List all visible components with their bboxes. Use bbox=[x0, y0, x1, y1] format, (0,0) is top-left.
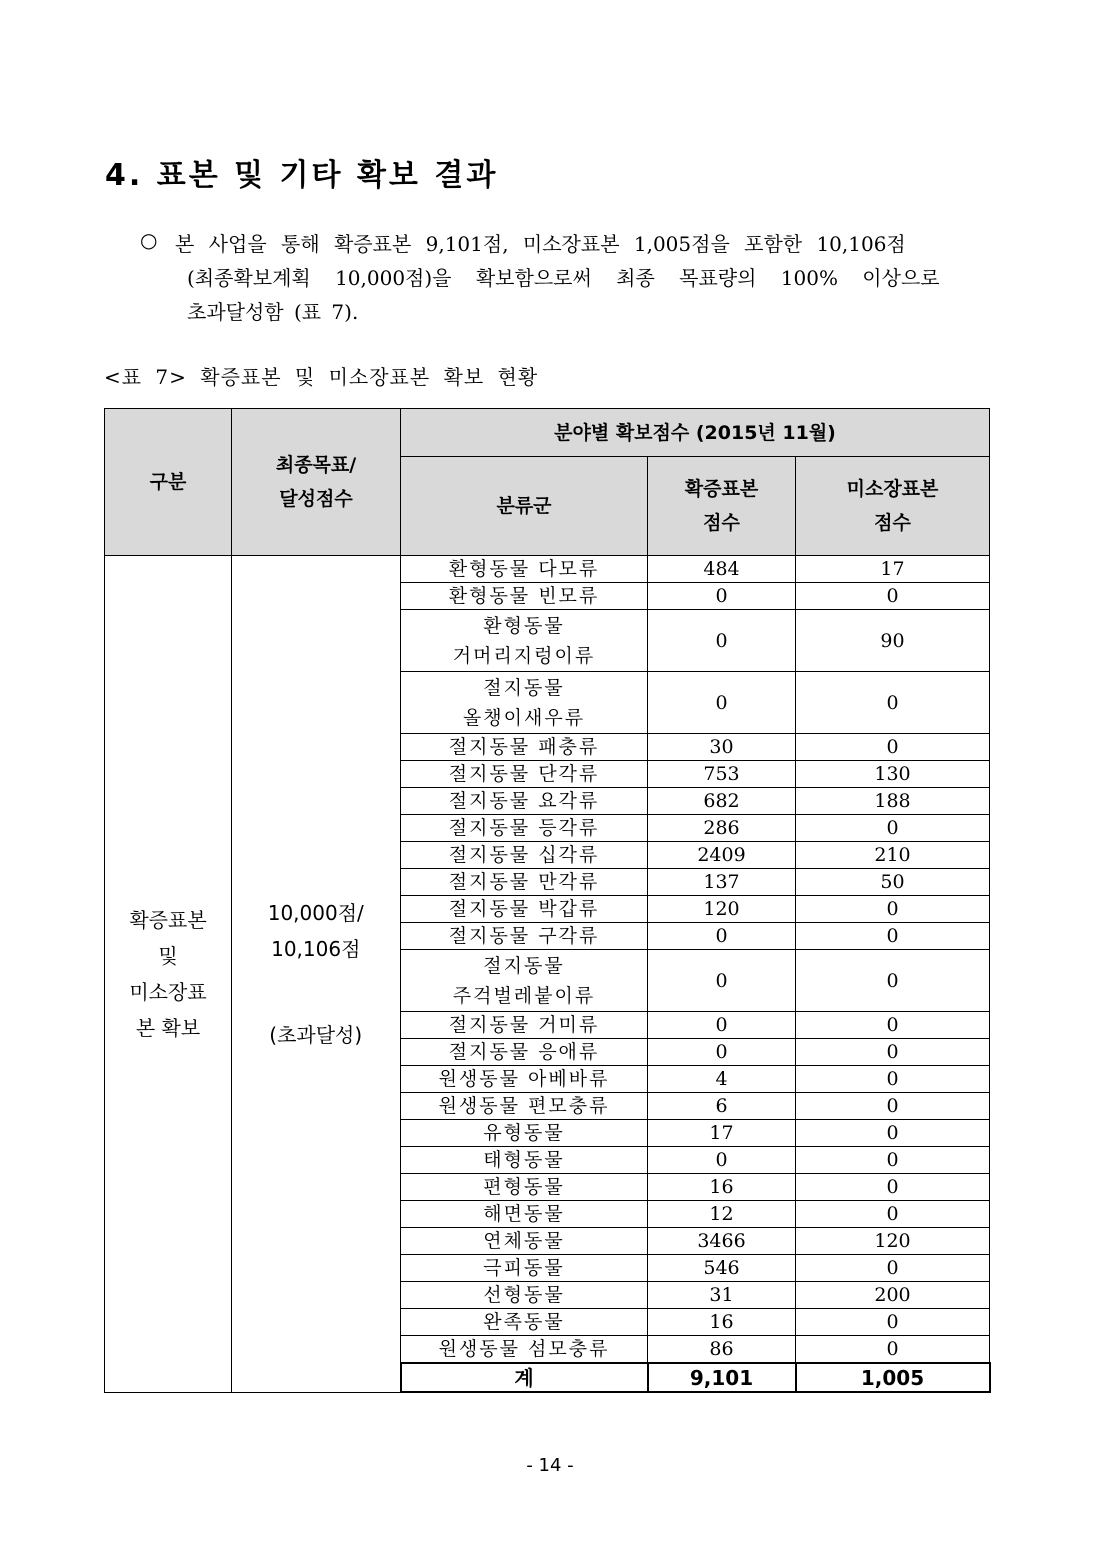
voucher-count-cell: 120 bbox=[648, 896, 796, 923]
unowned-count-cell: 210 bbox=[796, 842, 990, 869]
voucher-count-cell: 286 bbox=[648, 815, 796, 842]
unowned-count-cell: 188 bbox=[796, 788, 990, 815]
category-cell: 해면동물 bbox=[401, 1201, 648, 1228]
category-cell: 절지동물 단각류 bbox=[401, 761, 648, 788]
voucher-count-cell: 31 bbox=[648, 1282, 796, 1309]
category-cell: 연체동물 bbox=[401, 1228, 648, 1255]
total-label-cell: 계 bbox=[401, 1363, 648, 1392]
category-cell: 절지동물 올챙이새우류 bbox=[401, 672, 648, 734]
voucher-count-cell: 2409 bbox=[648, 842, 796, 869]
header-target: 최종목표/ 달성점수 bbox=[232, 409, 401, 556]
category-cell: 완족동물 bbox=[401, 1309, 648, 1336]
voucher-count-cell: 6 bbox=[648, 1093, 796, 1120]
category-cell: 태형동물 bbox=[401, 1147, 648, 1174]
group-label-cell: 확증표본 및 미소장표 본 확보 bbox=[105, 556, 232, 1393]
total-voucher-cell: 9,101 bbox=[648, 1363, 796, 1392]
unowned-count-cell: 120 bbox=[796, 1228, 990, 1255]
voucher-count-cell: 16 bbox=[648, 1174, 796, 1201]
category-cell: 환형동물 빈모류 bbox=[401, 583, 648, 610]
voucher-count-cell: 16 bbox=[648, 1309, 796, 1336]
voucher-count-cell: 12 bbox=[648, 1201, 796, 1228]
category-cell: 환형동물 다모류 bbox=[401, 556, 648, 583]
unowned-count-cell: 17 bbox=[796, 556, 990, 583]
voucher-count-cell: 0 bbox=[648, 583, 796, 610]
target-cell: 10,000점/ 10,106점 (초과달성) bbox=[232, 556, 401, 1393]
category-cell: 절지동물 응애류 bbox=[401, 1039, 648, 1066]
category-cell: 절지동물 요각류 bbox=[401, 788, 648, 815]
header-category: 분류군 bbox=[401, 457, 648, 556]
voucher-count-cell: 0 bbox=[648, 672, 796, 734]
total-unowned-cell: 1,005 bbox=[796, 1363, 990, 1392]
header-voucher: 확증표본 점수 bbox=[648, 457, 796, 556]
header-group: 구분 bbox=[105, 409, 232, 556]
unowned-count-cell: 200 bbox=[796, 1282, 990, 1309]
unowned-count-cell: 0 bbox=[796, 1255, 990, 1282]
category-cell: 원생동물 아베바류 bbox=[401, 1066, 648, 1093]
category-cell: 선형동물 bbox=[401, 1282, 648, 1309]
category-cell: 편형동물 bbox=[401, 1174, 648, 1201]
category-cell: 환형동물 거머리지렁이류 bbox=[401, 610, 648, 672]
voucher-count-cell: 0 bbox=[648, 610, 796, 672]
voucher-count-cell: 17 bbox=[648, 1120, 796, 1147]
category-cell: 극피동물 bbox=[401, 1255, 648, 1282]
voucher-count-cell: 3466 bbox=[648, 1228, 796, 1255]
unowned-count-cell: 0 bbox=[796, 1201, 990, 1228]
voucher-count-cell: 0 bbox=[648, 1039, 796, 1066]
unowned-count-cell: 0 bbox=[796, 1039, 990, 1066]
voucher-count-cell: 484 bbox=[648, 556, 796, 583]
paragraph-line-3: 초과달성함 (표 7). bbox=[187, 300, 359, 324]
voucher-count-cell: 4 bbox=[648, 1066, 796, 1093]
unowned-count-cell: 0 bbox=[796, 1147, 990, 1174]
voucher-count-cell: 137 bbox=[648, 869, 796, 896]
unowned-count-cell: 90 bbox=[796, 610, 990, 672]
category-cell: 원생동물 편모충류 bbox=[401, 1093, 648, 1120]
voucher-count-cell: 0 bbox=[648, 1147, 796, 1174]
voucher-count-cell: 30 bbox=[648, 734, 796, 761]
unowned-count-cell: 0 bbox=[796, 583, 990, 610]
unowned-count-cell: 0 bbox=[796, 1309, 990, 1336]
category-cell: 절지동물 패충류 bbox=[401, 734, 648, 761]
category-cell: 절지동물 박갑류 bbox=[401, 896, 648, 923]
section-heading: 4. 표본 및 기타 확보 결과 bbox=[105, 158, 499, 193]
unowned-count-cell: 0 bbox=[796, 1066, 990, 1093]
unowned-count-cell: 0 bbox=[796, 1120, 990, 1147]
table-caption: <표 7> 확증표본 및 미소장표본 확보 현황 bbox=[104, 365, 539, 389]
paragraph-line-1: 본 사업을 통해 확증표본 9,101점, 미소장표본 1,005점을 포함한 10,106점 bbox=[175, 232, 906, 256]
specimen-table bbox=[104, 408, 991, 1393]
header-field-title: 분야별 확보점수 (2015년 11월) bbox=[401, 409, 990, 457]
unowned-count-cell: 0 bbox=[796, 923, 990, 950]
header-unowned: 미소장표본 점수 bbox=[796, 457, 990, 556]
unowned-count-cell: 0 bbox=[796, 1093, 990, 1120]
category-cell: 절지동물 거미류 bbox=[401, 1012, 648, 1039]
page-number: - 14 - bbox=[526, 1455, 574, 1476]
category-cell: 절지동물 주걱벌레붙이류 bbox=[401, 950, 648, 1012]
category-cell: 절지동물 만각류 bbox=[401, 869, 648, 896]
category-cell: 원생동물 섬모충류 bbox=[401, 1336, 648, 1364]
voucher-count-cell: 753 bbox=[648, 761, 796, 788]
unowned-count-cell: 0 bbox=[796, 672, 990, 734]
voucher-count-cell: 0 bbox=[648, 1012, 796, 1039]
unowned-count-cell: 0 bbox=[796, 815, 990, 842]
unowned-count-cell: 0 bbox=[796, 950, 990, 1012]
unowned-count-cell: 0 bbox=[796, 1012, 990, 1039]
category-cell: 절지동물 십각류 bbox=[401, 842, 648, 869]
category-cell: 절지동물 구각류 bbox=[401, 923, 648, 950]
paragraph-line-2: (최종확보계획 10,000점)을 확보함으로써 최종 목표량의 100% 이상으로 bbox=[187, 266, 940, 290]
category-cell: 절지동물 등각류 bbox=[401, 815, 648, 842]
voucher-count-cell: 682 bbox=[648, 788, 796, 815]
unowned-count-cell: 0 bbox=[796, 1336, 990, 1364]
unowned-count-cell: 0 bbox=[796, 896, 990, 923]
unowned-count-cell: 50 bbox=[796, 869, 990, 896]
unowned-count-cell: 0 bbox=[796, 1174, 990, 1201]
voucher-count-cell: 0 bbox=[648, 950, 796, 1012]
table-row bbox=[105, 556, 990, 583]
voucher-count-cell: 546 bbox=[648, 1255, 796, 1282]
voucher-count-cell: 86 bbox=[648, 1336, 796, 1364]
bullet-symbol: ○ bbox=[140, 228, 158, 252]
category-cell: 유형동물 bbox=[401, 1120, 648, 1147]
voucher-count-cell: 0 bbox=[648, 923, 796, 950]
unowned-count-cell: 0 bbox=[796, 734, 990, 761]
unowned-count-cell: 130 bbox=[796, 761, 990, 788]
